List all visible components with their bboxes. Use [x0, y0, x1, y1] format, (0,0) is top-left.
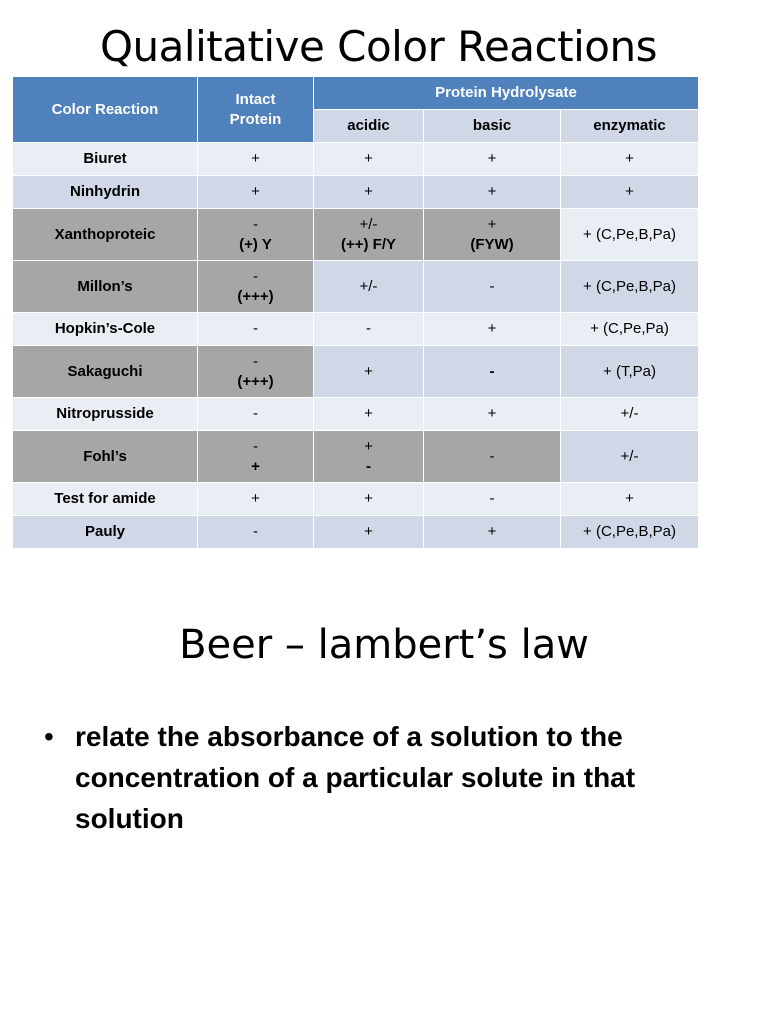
cell-enzymatic: + (C,Pe,Pa)	[561, 313, 699, 346]
cell-enzymatic: +	[561, 483, 699, 516]
cell-acidic: +/-	[314, 261, 424, 313]
cell-enzymatic: +	[561, 143, 699, 176]
cell-acidic: +	[314, 483, 424, 516]
cell-intact: -	[198, 516, 314, 549]
cell-basic: +	[424, 313, 561, 346]
cell-enzymatic: + (C,Pe,B,Pa)	[561, 209, 699, 261]
cell-intact: - (+++)	[198, 261, 314, 313]
reaction-name: Test for amide	[13, 483, 198, 516]
cell-basic: -	[424, 346, 561, 398]
reaction-name: Xanthoproteic	[13, 209, 198, 261]
cell-intact: +	[198, 483, 314, 516]
cell-basic: + (FYW)	[424, 209, 561, 261]
reaction-name: Hopkin’s-Cole	[13, 313, 198, 346]
cell-intact: - (+) Y	[198, 209, 314, 261]
header-basic: basic	[424, 110, 561, 143]
table-row	[13, 143, 699, 176]
table-row	[13, 398, 699, 431]
table-row	[13, 346, 699, 398]
cell-intact: +	[198, 176, 314, 209]
header-acidic: acidic	[314, 110, 424, 143]
header-intact-protein: Intact Protein	[198, 77, 314, 143]
table-row	[13, 516, 699, 549]
table-row	[13, 431, 699, 483]
cell-intact: -	[198, 313, 314, 346]
color-reactions-table	[12, 76, 699, 549]
table-row	[13, 313, 699, 346]
cell-basic: -	[424, 261, 561, 313]
cell-acidic: + -	[314, 431, 424, 483]
cell-enzymatic: +/-	[561, 431, 699, 483]
reaction-name: Biuret	[13, 143, 198, 176]
reaction-name: Ninhydrin	[13, 176, 198, 209]
bullet-marker: •	[44, 721, 54, 752]
header-color-reaction: Color Reaction	[13, 77, 198, 143]
cell-basic: +	[424, 143, 561, 176]
cell-intact: - +	[198, 431, 314, 483]
reaction-name: Millon’s	[13, 261, 198, 313]
section-title: Beer – lambert’s law	[179, 622, 589, 668]
table-row	[13, 209, 699, 261]
cell-acidic: +/- (++) F/Y	[314, 209, 424, 261]
cell-acidic: +	[314, 516, 424, 549]
bullet-list	[44, 716, 724, 839]
cell-acidic: +	[314, 143, 424, 176]
cell-acidic: +	[314, 398, 424, 431]
reaction-name: Pauly	[13, 516, 198, 549]
cell-basic: +	[424, 398, 561, 431]
cell-acidic: +	[314, 176, 424, 209]
cell-enzymatic: + (C,Pe,B,Pa)	[561, 261, 699, 313]
reaction-name: Fohl’s	[13, 431, 198, 483]
cell-basic: +	[424, 176, 561, 209]
cell-basic: +	[424, 516, 561, 549]
page-title: Qualitative Color Reactions	[100, 22, 657, 71]
cell-enzymatic: + (T,Pa)	[561, 346, 699, 398]
cell-intact: -	[198, 398, 314, 431]
cell-intact: +	[198, 143, 314, 176]
cell-basic: -	[424, 483, 561, 516]
header-protein-hydrolysate: Protein Hydrolysate	[314, 77, 699, 110]
reaction-name: Nitroprusside	[13, 398, 198, 431]
cell-acidic: +	[314, 346, 424, 398]
cell-enzymatic: +	[561, 176, 699, 209]
bullet-item: • relate the absorbance of a solution to the concentration of a particular solute in that solution	[44, 716, 724, 839]
table-row	[13, 483, 699, 516]
reaction-name: Sakaguchi	[13, 346, 198, 398]
table-row	[13, 261, 699, 313]
table-row	[13, 176, 699, 209]
cell-acidic: -	[314, 313, 424, 346]
cell-intact: - (+++)	[198, 346, 314, 398]
header-enzymatic: enzymatic	[561, 110, 699, 143]
cell-enzymatic: +/-	[561, 398, 699, 431]
cell-basic: -	[424, 431, 561, 483]
cell-enzymatic: + (C,Pe,B,Pa)	[561, 516, 699, 549]
